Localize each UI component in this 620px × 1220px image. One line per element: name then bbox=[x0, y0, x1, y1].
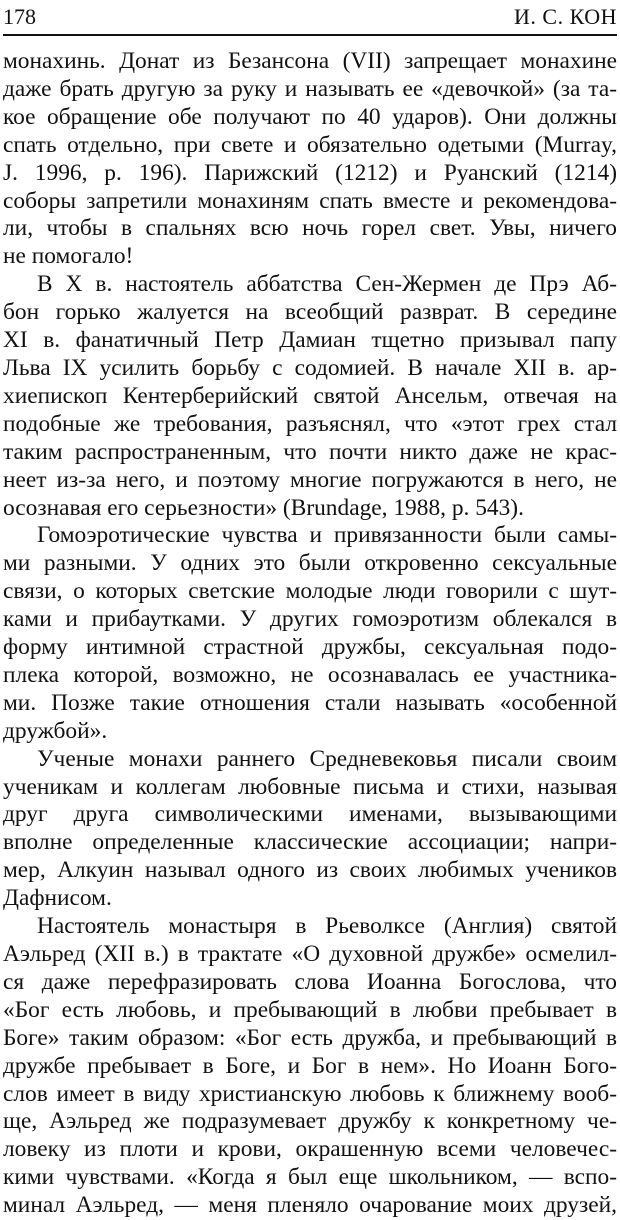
text-line: ками и прибаутками. У других гомоэротизм облекался в bbox=[3, 606, 617, 633]
text-line: кое обращение обе получают по 40 ударов). Они должны bbox=[3, 103, 617, 130]
text-line: ми разными. У одних это были откровенно сексуальные bbox=[3, 550, 617, 577]
text-line: Настоятель монастыря в Рьеволксе (Англия) святой bbox=[37, 913, 617, 940]
running-head: И. С. КОН bbox=[514, 4, 617, 29]
text-line: «Бог есть любовь, и пребывающий в любви пребывает в bbox=[3, 996, 617, 1023]
text-line: дружбой». bbox=[3, 717, 108, 744]
text-line: таким распространенным, что почти никто даже не крас- bbox=[3, 438, 617, 465]
text-line: Ученые монахи раннего Средневековья писали своим bbox=[37, 745, 617, 772]
text-line: мер, Алкуин называл одного из своих любимых учеников bbox=[3, 857, 617, 884]
text-line: Боге» таким образом: «Бог есть дружба, и пребывающий в bbox=[3, 1024, 617, 1051]
text-line: ученикам и коллегам любовные письма и стихи, называя bbox=[3, 773, 617, 800]
text-line: хиепископ Кентерберийский святой Ансельм, отвечая на bbox=[3, 382, 617, 409]
text-line: монахинь. Донат из Безансона (VII) запрещает монахине bbox=[3, 48, 617, 74]
text-line: форму интимной страстной дружбы, сексуальная подо- bbox=[3, 634, 617, 661]
text-line: Гомоэротические чувства и привязанности были самы- bbox=[37, 522, 617, 549]
page-number: 178 bbox=[3, 4, 36, 29]
text-line: минал Аэльред, — меня пленяло очарование моих друзей, bbox=[3, 1192, 617, 1219]
text-line: Льва IX усилить борьбу с содомией. В начале XII в. ар- bbox=[3, 354, 617, 381]
text-line: подобные же требования, разъяснял, что «этот грех стал bbox=[3, 410, 617, 437]
text-line: ся даже перефразировать слова Иоанна Богослова, что bbox=[3, 968, 617, 995]
text-line: осознавая его серьезности» (Brundage, 1988, p. 543). bbox=[3, 494, 524, 521]
text-line: Дафнисом. bbox=[3, 885, 112, 912]
page-header bbox=[3, 2, 617, 36]
text-line: неет из-за него, и поэтому многие погружаются в него, не bbox=[3, 466, 617, 493]
text-line: дружбе пребывает в Боге, и Бог в нем». Но Иоанн Бого- bbox=[3, 1052, 617, 1079]
text-line: ловеку из плоти и крови, окрашенную всеми человечес- bbox=[3, 1136, 617, 1163]
text-line: спать отдельно, при свете и обязательно одетыми (Murray, bbox=[3, 131, 617, 158]
text-line: вполне определенные классические ассоциации; напри- bbox=[3, 829, 617, 856]
text-line: не помогало! bbox=[3, 243, 134, 270]
text-line: связи, о которых светские молодые люди говорили с шут- bbox=[3, 578, 617, 605]
text-line: плека которой, возможно, не осознавалась ее участника- bbox=[3, 661, 617, 688]
body-text bbox=[3, 48, 617, 1220]
text-line: бон горько жалуется на всеобщий разврат. В середине bbox=[3, 299, 617, 326]
text-line: ми. Позже такие отношения стали называть «особенной bbox=[3, 689, 617, 716]
text-line: XI в. фанатичный Петр Дамиан тщетно призывал папу bbox=[3, 327, 617, 354]
text-line: друг друга символическими именами, вызывающими bbox=[3, 801, 617, 828]
text-line: ще, Аэльред же подразумевает дружбу к конкретному че- bbox=[3, 1108, 617, 1135]
text-line: даже брать другую за руку и называть ее «девочкой» (за та- bbox=[3, 75, 617, 102]
text-line: ли, чтобы в спальнях всю ночь горел свет. Увы, ничего bbox=[3, 215, 617, 242]
text-line: соборы запретили монахиням спать вместе и рекомендова- bbox=[3, 187, 617, 214]
text-line: кими чувствами. «Когда я был еще школьником, — вспо- bbox=[3, 1164, 617, 1191]
text-line: J. 1996, p. 196). Парижский (1212) и Руанский (1214) bbox=[3, 159, 617, 186]
text-line: В X в. настоятель аббатства Сен-Жермен де Прэ Аб- bbox=[37, 271, 617, 298]
text-line: слов имеет в виду христианскую любовь к ближнему вооб- bbox=[3, 1080, 617, 1107]
text-line: Аэльред (XII в.) в трактате «О духовной дружбе» осмелил- bbox=[3, 941, 617, 967]
